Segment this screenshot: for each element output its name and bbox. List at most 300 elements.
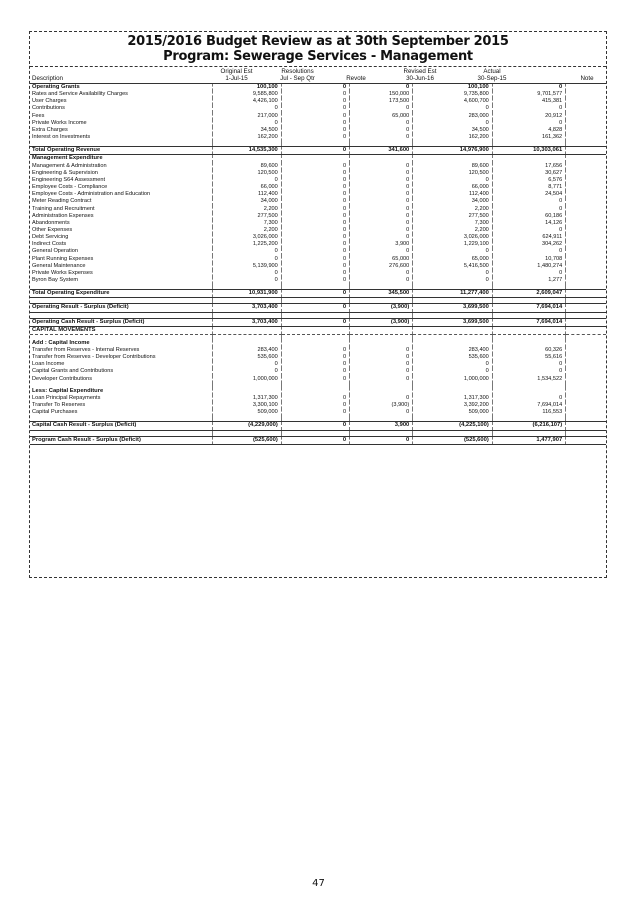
row-description: General Maintenance bbox=[32, 262, 86, 269]
row-value-rev: 0 bbox=[350, 84, 413, 91]
row-value-res: 0 bbox=[281, 304, 349, 312]
row-description: CAPITAL MOVEMENTS bbox=[30, 326, 213, 334]
row-value-res bbox=[281, 340, 349, 347]
row-value-revised: 0 bbox=[413, 177, 493, 184]
table-row bbox=[30, 220, 606, 227]
row-value-revised: 34,500 bbox=[413, 127, 493, 134]
row-description: General Operation bbox=[32, 248, 79, 255]
row-value-orig: 535,600 bbox=[213, 354, 281, 361]
row-value-revised: 66,000 bbox=[413, 184, 493, 191]
row-value-res: 0 bbox=[281, 270, 349, 277]
row-value-actual bbox=[492, 155, 565, 163]
row-value-res: 0 bbox=[281, 318, 349, 326]
row-value-orig: 1,225,200 bbox=[213, 241, 281, 248]
table-row bbox=[30, 395, 606, 402]
row-value-orig: 1,317,300 bbox=[213, 395, 281, 402]
row-description: Engineering S64 Assessment bbox=[32, 176, 106, 183]
row-value-res bbox=[281, 155, 349, 163]
row-description: Engineering & Supervision bbox=[32, 169, 98, 176]
row-value-res: 0 bbox=[281, 248, 349, 255]
row-description: Employee Costs - Compliance bbox=[32, 184, 108, 191]
column-header-row bbox=[30, 66, 606, 84]
row-value-revised: 0 bbox=[413, 105, 493, 112]
row-value-res bbox=[281, 326, 349, 334]
row-description: Developer Contributions bbox=[32, 375, 93, 382]
row-value-actual: 7,694,014 bbox=[492, 304, 565, 312]
row-value-rev: 0 bbox=[350, 227, 413, 234]
row-value-res: 0 bbox=[281, 84, 349, 91]
row-value-rev bbox=[350, 155, 413, 163]
empty-cell bbox=[566, 113, 606, 120]
row-value-rev: 0 bbox=[350, 234, 413, 241]
row-value-rev: 0 bbox=[350, 220, 413, 227]
table-row bbox=[30, 347, 606, 354]
row-description: Contributions bbox=[32, 105, 65, 112]
row-value-revised bbox=[413, 340, 493, 347]
empty-cell bbox=[566, 304, 606, 312]
row-value-revised: (525,600) bbox=[413, 436, 493, 444]
empty-cell bbox=[566, 198, 606, 205]
row-value-res: 0 bbox=[281, 436, 349, 444]
empty-cell bbox=[566, 120, 606, 127]
row-value-rev: (3,900) bbox=[350, 304, 413, 312]
row-value-actual: 1,277 bbox=[492, 277, 565, 284]
row-value-rev: 276,600 bbox=[350, 263, 413, 270]
empty-cell bbox=[566, 155, 606, 163]
table-row bbox=[30, 163, 606, 170]
row-value-revised bbox=[413, 388, 493, 395]
row-value-res: 0 bbox=[281, 134, 349, 141]
row-value-rev bbox=[350, 388, 413, 395]
row-value-res: 0 bbox=[281, 220, 349, 227]
empty-cell bbox=[566, 134, 606, 141]
row-value-orig bbox=[213, 340, 281, 347]
empty-cell bbox=[566, 163, 606, 170]
row-value-res: 0 bbox=[281, 213, 349, 220]
empty-cell bbox=[566, 422, 606, 430]
row-value-revised: 283,000 bbox=[413, 113, 493, 120]
table-row bbox=[30, 198, 606, 205]
row-value-revised: 0 bbox=[413, 120, 493, 127]
row-value-rev: 0 bbox=[350, 354, 413, 361]
row-value-revised: 0 bbox=[413, 248, 493, 255]
row-value-rev: 0 bbox=[350, 213, 413, 220]
row-description: Meter Reading Contract bbox=[32, 198, 92, 205]
empty-cell bbox=[566, 220, 606, 227]
row-value-rev: 65,000 bbox=[350, 256, 413, 263]
table-row bbox=[30, 354, 606, 361]
row-value-actual: 9,701,577 bbox=[492, 91, 565, 98]
row-value-actual: 10,303,061 bbox=[492, 147, 565, 155]
empty-cell bbox=[566, 270, 606, 277]
row-value-orig: 283,400 bbox=[213, 347, 281, 354]
row-value-res: 0 bbox=[281, 422, 349, 430]
row-value-revised: 283,400 bbox=[413, 347, 493, 354]
row-description: Transfer from Reserves - Developer Contributions bbox=[32, 354, 156, 361]
table-row bbox=[30, 318, 606, 326]
empty-cell bbox=[566, 234, 606, 241]
row-value-res: 0 bbox=[281, 198, 349, 205]
row-value-revised: 535,600 bbox=[413, 354, 493, 361]
row-description: Indirect Costs bbox=[32, 241, 67, 248]
table-row bbox=[30, 368, 606, 375]
row-value-actual: 17,656 bbox=[492, 163, 565, 170]
row-value-revised: 5,416,500 bbox=[413, 263, 493, 270]
row-value-orig: 100,100 bbox=[213, 84, 281, 91]
row-value-actual bbox=[492, 388, 565, 395]
row-description: Administration Expenses bbox=[32, 212, 94, 219]
row-description: Private Works Expenses bbox=[32, 269, 93, 276]
row-value-revised: 2,200 bbox=[413, 206, 493, 213]
table-row bbox=[30, 436, 606, 444]
row-value-orig: 1,000,000 bbox=[213, 376, 281, 383]
row-value-actual: 0 bbox=[492, 198, 565, 205]
row-description: Extra Charges bbox=[32, 126, 68, 133]
row-value-revised: 1,317,300 bbox=[413, 395, 493, 402]
table-row bbox=[30, 402, 606, 409]
table-row bbox=[30, 213, 606, 220]
row-description: Plant Running Expenses bbox=[32, 255, 94, 262]
table-row bbox=[30, 277, 606, 284]
table-row bbox=[30, 340, 606, 347]
row-value-revised: 0 bbox=[413, 361, 493, 368]
row-value-orig bbox=[213, 155, 281, 163]
header-revised-est bbox=[384, 68, 456, 82]
row-value-revised: (4,225,100) bbox=[413, 422, 493, 430]
table-row bbox=[30, 127, 606, 134]
row-value-rev bbox=[350, 326, 413, 334]
empty-cell bbox=[566, 127, 606, 134]
row-value-orig: (525,600) bbox=[213, 436, 281, 444]
row-value-res: 0 bbox=[281, 361, 349, 368]
row-value-revised: 0 bbox=[413, 270, 493, 277]
row-description: Capital Cash Result - Surplus (Deficit) bbox=[30, 422, 213, 430]
table-row bbox=[30, 120, 606, 127]
row-value-revised: 3,026,000 bbox=[413, 234, 493, 241]
row-value-res: 0 bbox=[281, 191, 349, 198]
row-value-rev: 0 bbox=[350, 436, 413, 444]
row-value-orig bbox=[213, 388, 281, 395]
row-value-orig: 34,000 bbox=[213, 198, 281, 205]
table-row bbox=[30, 234, 606, 241]
empty-cell bbox=[566, 395, 606, 402]
empty-cell bbox=[566, 191, 606, 198]
row-description: Operating Result - Surplus (Deficit) bbox=[30, 304, 213, 312]
header-actual bbox=[456, 68, 528, 82]
header-note: Note bbox=[580, 75, 594, 82]
row-value-res: 0 bbox=[281, 91, 349, 98]
table-row bbox=[30, 376, 606, 383]
table-row bbox=[30, 304, 606, 312]
row-description: Management Expenditure bbox=[32, 155, 103, 162]
row-value-res: 0 bbox=[281, 368, 349, 375]
row-value-revised: 11,277,400 bbox=[413, 290, 493, 298]
row-value-revised: 89,600 bbox=[413, 163, 493, 170]
row-value-res: 0 bbox=[281, 113, 349, 120]
row-description: User Charges bbox=[32, 98, 67, 105]
row-value-res: 0 bbox=[281, 98, 349, 105]
row-value-res: 0 bbox=[281, 395, 349, 402]
table-row bbox=[30, 206, 606, 213]
budget-table bbox=[30, 84, 606, 445]
empty-cell bbox=[566, 388, 606, 395]
row-value-rev: 0 bbox=[350, 105, 413, 112]
row-description: Capital Grants and Contributions bbox=[32, 368, 114, 375]
row-value-rev: 150,000 bbox=[350, 91, 413, 98]
table-row bbox=[30, 177, 606, 184]
row-value-rev: 0 bbox=[350, 270, 413, 277]
row-value-rev: 0 bbox=[350, 206, 413, 213]
row-value-actual: 0 bbox=[492, 361, 565, 368]
empty-cell bbox=[566, 105, 606, 112]
empty-cell bbox=[566, 347, 606, 354]
row-value-rev: 0 bbox=[350, 347, 413, 354]
row-value-actual: 8,771 bbox=[492, 184, 565, 191]
row-value-actual: (6,216,107) bbox=[492, 422, 565, 430]
row-value-orig: 66,000 bbox=[213, 184, 281, 191]
empty-cell bbox=[566, 170, 606, 177]
row-value-actual: 0 bbox=[492, 270, 565, 277]
empty-cell bbox=[566, 409, 606, 416]
row-value-actual: 0 bbox=[492, 84, 565, 91]
row-description: Loan Principal Repayments bbox=[32, 394, 101, 401]
row-value-rev: 0 bbox=[350, 127, 413, 134]
header-original-est bbox=[206, 68, 267, 82]
table-row bbox=[30, 113, 606, 120]
row-value-rev: (3,900) bbox=[350, 402, 413, 409]
row-value-res: 0 bbox=[281, 120, 349, 127]
table-row bbox=[30, 263, 606, 270]
header-revised-est-line2: 30-Jun-16 bbox=[406, 75, 434, 82]
row-value-actual: 20,912 bbox=[492, 113, 565, 120]
table-row bbox=[30, 241, 606, 248]
row-value-orig: 217,000 bbox=[213, 113, 281, 120]
row-value-actual: 1,534,522 bbox=[492, 376, 565, 383]
row-value-res: 0 bbox=[281, 177, 349, 184]
budget-sheet bbox=[29, 31, 607, 578]
row-value-orig: 3,703,400 bbox=[213, 318, 281, 326]
row-value-revised: 7,300 bbox=[413, 220, 493, 227]
table-row bbox=[30, 105, 606, 112]
header-original-est-line2: 1-Jul-15 bbox=[225, 75, 248, 82]
row-value-orig: 3,703,400 bbox=[213, 304, 281, 312]
row-value-rev bbox=[350, 340, 413, 347]
table-row bbox=[30, 134, 606, 141]
row-value-rev: 345,500 bbox=[350, 290, 413, 298]
empty-cell bbox=[566, 318, 606, 326]
row-value-res: 0 bbox=[281, 234, 349, 241]
row-value-rev: 0 bbox=[350, 361, 413, 368]
empty-cell bbox=[566, 368, 606, 375]
row-value-revised: 9,735,800 bbox=[413, 91, 493, 98]
row-value-res: 0 bbox=[281, 163, 349, 170]
row-value-orig: 277,500 bbox=[213, 213, 281, 220]
row-value-actual: 1,480,274 bbox=[492, 263, 565, 270]
empty-cell bbox=[566, 241, 606, 248]
row-description: Other Expenses bbox=[32, 226, 73, 233]
row-value-actual: 7,694,014 bbox=[492, 402, 565, 409]
row-value-orig: 2,200 bbox=[213, 206, 281, 213]
table-row bbox=[30, 248, 606, 255]
header-actual-line1: Actual bbox=[483, 68, 501, 75]
row-value-actual: 4,828 bbox=[492, 127, 565, 134]
header-actual-line2: 30-Sep-15 bbox=[477, 75, 507, 82]
header-original-est-line1: Original Est bbox=[220, 68, 253, 75]
row-value-revised: 112,400 bbox=[413, 191, 493, 198]
table-row bbox=[30, 256, 606, 263]
row-value-res: 0 bbox=[281, 105, 349, 112]
row-value-res bbox=[281, 388, 349, 395]
row-value-rev: 0 bbox=[350, 409, 413, 416]
empty-cell bbox=[566, 263, 606, 270]
row-value-rev: 65,000 bbox=[350, 113, 413, 120]
empty-cell bbox=[566, 147, 606, 155]
row-value-actual: 14,126 bbox=[492, 220, 565, 227]
row-value-res: 0 bbox=[281, 354, 349, 361]
row-value-actual bbox=[492, 326, 565, 334]
header-resolutions-line1: Resolutions bbox=[281, 68, 314, 75]
row-description: Transfer from Reserves - Internal Reserves bbox=[32, 347, 140, 353]
row-description: Transfer To Reserves bbox=[32, 402, 86, 409]
header-resolutions-line2: Jul - Sep Qtr bbox=[280, 75, 315, 82]
row-value-rev: 0 bbox=[350, 120, 413, 127]
row-value-res: 0 bbox=[281, 277, 349, 284]
row-value-res: 0 bbox=[281, 206, 349, 213]
sheet-title: 2015/2016 Budget Review as at 30th September 2015 bbox=[127, 34, 509, 49]
row-description: Interest on Investments bbox=[32, 134, 91, 141]
row-value-res: 0 bbox=[281, 147, 349, 155]
row-value-revised: 120,500 bbox=[413, 170, 493, 177]
row-value-revised: 4,600,700 bbox=[413, 98, 493, 105]
row-value-actual bbox=[492, 340, 565, 347]
row-value-rev: 0 bbox=[350, 376, 413, 383]
row-value-orig: 120,500 bbox=[213, 170, 281, 177]
row-description: Operating Grants bbox=[32, 84, 80, 90]
row-description: Debt Servicing bbox=[32, 234, 69, 241]
row-value-revised: 162,200 bbox=[413, 134, 493, 141]
row-description: Loan Income bbox=[32, 361, 65, 368]
row-description: Rates and Service Availability Charges bbox=[32, 91, 128, 98]
empty-cell bbox=[566, 277, 606, 284]
row-value-revised: 1,229,100 bbox=[413, 241, 493, 248]
row-value-rev: 0 bbox=[350, 368, 413, 375]
empty-cell bbox=[566, 256, 606, 263]
row-value-rev: 0 bbox=[350, 198, 413, 205]
row-value-orig: (4,229,000) bbox=[213, 422, 281, 430]
table-row bbox=[30, 91, 606, 98]
row-value-orig: 3,300,100 bbox=[213, 402, 281, 409]
row-value-orig: 0 bbox=[213, 256, 281, 263]
row-value-orig: 0 bbox=[213, 248, 281, 255]
row-description: Byron Bay System bbox=[32, 277, 79, 284]
table-row bbox=[30, 155, 606, 163]
row-value-revised: 3,699,500 bbox=[413, 304, 493, 312]
row-value-revised: 509,000 bbox=[413, 409, 493, 416]
row-value-rev: 173,500 bbox=[350, 98, 413, 105]
row-value-orig: 112,400 bbox=[213, 191, 281, 198]
row-value-rev: 0 bbox=[350, 134, 413, 141]
row-value-actual: 2,609,047 bbox=[492, 290, 565, 298]
header-resolutions bbox=[267, 68, 328, 82]
row-value-orig: 0 bbox=[213, 368, 281, 375]
row-value-res: 0 bbox=[281, 376, 349, 383]
row-value-res: 0 bbox=[281, 409, 349, 416]
row-value-actual: 0 bbox=[492, 368, 565, 375]
row-value-res: 0 bbox=[281, 127, 349, 134]
row-value-orig: 9,585,800 bbox=[213, 91, 281, 98]
header-revote: Revote bbox=[346, 75, 366, 82]
row-value-res: 0 bbox=[281, 263, 349, 270]
table-row bbox=[30, 227, 606, 234]
row-value-actual: 116,553 bbox=[492, 409, 565, 416]
row-value-orig: 4,426,100 bbox=[213, 98, 281, 105]
row-value-actual: 161,362 bbox=[492, 134, 565, 141]
table-row bbox=[30, 84, 606, 91]
row-value-revised: 14,976,900 bbox=[413, 147, 493, 155]
row-value-rev: 0 bbox=[350, 248, 413, 255]
table-row bbox=[30, 270, 606, 277]
row-description: Total Operating Expenditure bbox=[30, 290, 213, 298]
empty-cell bbox=[566, 227, 606, 234]
row-description: Total Operating Revenue bbox=[30, 147, 213, 155]
row-value-rev: 0 bbox=[350, 163, 413, 170]
row-value-rev: 0 bbox=[350, 395, 413, 402]
empty-cell bbox=[566, 354, 606, 361]
row-value-actual: 60,186 bbox=[492, 213, 565, 220]
row-value-orig: 14,535,300 bbox=[213, 147, 281, 155]
row-value-orig: 89,600 bbox=[213, 163, 281, 170]
row-description: Program Cash Result - Surplus (Deficit) bbox=[30, 436, 213, 444]
row-value-actual: 0 bbox=[492, 227, 565, 234]
row-value-revised: 277,500 bbox=[413, 213, 493, 220]
row-value-actual: 1,477,907 bbox=[492, 436, 565, 444]
row-value-actual: 55,616 bbox=[492, 354, 565, 361]
table-row bbox=[30, 290, 606, 298]
row-value-orig: 0 bbox=[213, 361, 281, 368]
row-description: Operating Cash Result - Surplus (Deficit) bbox=[30, 318, 213, 326]
table-row bbox=[30, 361, 606, 368]
row-value-actual: 24,504 bbox=[492, 191, 565, 198]
row-value-rev: 0 bbox=[350, 177, 413, 184]
row-value-rev: (3,900) bbox=[350, 318, 413, 326]
empty-cell bbox=[566, 206, 606, 213]
empty-cell bbox=[566, 177, 606, 184]
row-value-res: 0 bbox=[281, 256, 349, 263]
row-description: Capital Purchases bbox=[32, 409, 78, 416]
empty-cell bbox=[566, 84, 606, 91]
row-description: Less: Capital Expenditure bbox=[32, 387, 104, 394]
row-value-res: 0 bbox=[281, 347, 349, 354]
empty-cell bbox=[566, 340, 606, 347]
row-value-orig: 5,139,900 bbox=[213, 263, 281, 270]
row-description: Management & Administration bbox=[32, 162, 107, 169]
row-description: Fees bbox=[32, 112, 45, 119]
row-value-revised bbox=[413, 326, 493, 334]
row-value-actual: 0 bbox=[492, 120, 565, 127]
row-value-revised: 34,000 bbox=[413, 198, 493, 205]
row-description: Employee Costs - Administration and Education bbox=[32, 191, 151, 198]
empty-cell bbox=[566, 436, 606, 444]
row-value-orig: 34,500 bbox=[213, 127, 281, 134]
row-value-orig: 0 bbox=[213, 277, 281, 284]
row-value-orig: 0 bbox=[213, 177, 281, 184]
empty-cell bbox=[566, 184, 606, 191]
row-value-actual: 304,262 bbox=[492, 241, 565, 248]
row-value-revised bbox=[413, 155, 493, 163]
table-row bbox=[30, 147, 606, 155]
row-value-orig bbox=[213, 326, 281, 334]
row-value-rev: 341,600 bbox=[350, 147, 413, 155]
